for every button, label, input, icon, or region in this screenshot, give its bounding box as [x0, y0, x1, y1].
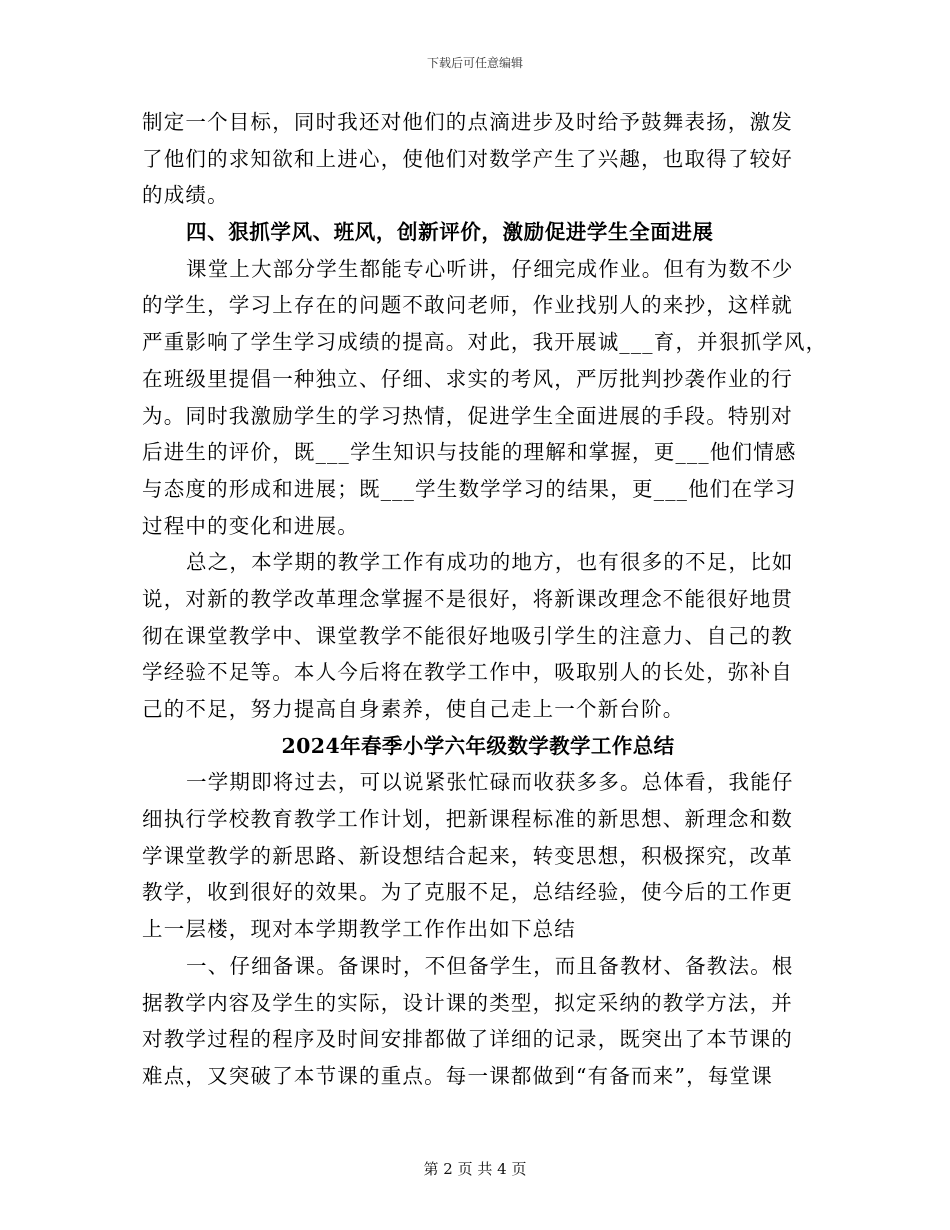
body-line: 难点，又突破了本节课的重点。每一课都做到“有备而来”，每堂课 — [142, 1063, 773, 1088]
body-line: 与态度的形成和进展；既___学生数学学习的结果，更___他们在学习 — [142, 476, 797, 501]
body-line: 后进生的评价，既___学生知识与技能的理解和掌握，更___他们情感 — [142, 440, 797, 465]
page-number: 第 2 页 共 4 页 — [423, 1160, 527, 1178]
body-line: 为。同时我激励学生的学习热情，促进学生全面进展的手段。特别对 — [142, 403, 793, 428]
body-line: 说，对新的教学改革理念掌握不是很好，将新课改理念不能很好地贯 — [142, 586, 793, 611]
body-line: 己的不足，努力提高自身素养，使自己走上一个新台阶。 — [142, 697, 685, 721]
page-header-note: 下载后可任意编辑 — [426, 56, 523, 70]
body-line: 了他们的求知欲和上进心，使他们对数学产生了兴趣，也取得了较好 — [142, 146, 793, 171]
body-line: 在班级里提倡一种独立、仔细、求实的考风，严厉批判抄袭作业的行 — [142, 366, 793, 391]
body-line: 彻在课堂教学中、课堂教学不能很好地吸引学生的注意力、自己的教 — [142, 623, 793, 648]
body-line: 过程中的变化和进展。 — [142, 513, 359, 538]
body-line: 总之，本学期的教学工作有成功的地方，也有很多的不足，比如 — [186, 550, 794, 575]
body-line: 对教学过程的程序及时间安排都做了详细的记录，既突出了本节课的 — [142, 1027, 793, 1052]
body-line: 一学期即将过去，可以说紧张忙碌而收获多多。总体看，我能仔 — [186, 770, 794, 795]
body-line: 学课堂教学的新思路、新设想结合起来，转变思想，积极探究，改革 — [142, 843, 793, 868]
body-line: 据教学内容及学生的实际，设计课的类型，拟定采纳的教学方法，并 — [142, 990, 793, 1015]
section-heading: 四、狠抓学风、班风，创新评价，激励促进学生全面进展 — [186, 220, 714, 245]
body-line: 的成绩。 — [142, 183, 229, 208]
body-line: 教学，收到很好的效果。为了克服不足，总结经验，使今后的工作更 — [142, 880, 793, 905]
body-line: 课堂上大部分学生都能专心听讲，仔细完成作业。但有为数不少 — [186, 256, 794, 281]
body-line: 严重影响了学生学习成绩的提高。对此，我开展诚___育，并狠抓学风， — [142, 330, 828, 355]
body-line: 制定一个目标，同时我还对他们的点滴进步及时给予鼓舞表扬，激发 — [142, 110, 793, 134]
body-line: 上一层楼，现对本学期教学工作作出如下总结 — [142, 917, 576, 942]
body-line: 细执行学校教育教学工作计划，把新课程标准的新思想、新理念和数 — [142, 807, 793, 832]
body-line: 的学生，学习上存在的问题不敢问老师，作业找别人的来抄，这样就 — [142, 293, 793, 318]
body-line: 一、仔细备课。备课时，不但备学生，而且备教材、备教法。根 — [186, 953, 794, 978]
body-line: 学经验不足等。本人今后将在教学工作中，吸取别人的长处，弥补自 — [142, 660, 793, 685]
document-title: 2024年春季小学六年级数学教学工作总结 — [281, 733, 675, 758]
document-body — [142, 104, 828, 1095]
